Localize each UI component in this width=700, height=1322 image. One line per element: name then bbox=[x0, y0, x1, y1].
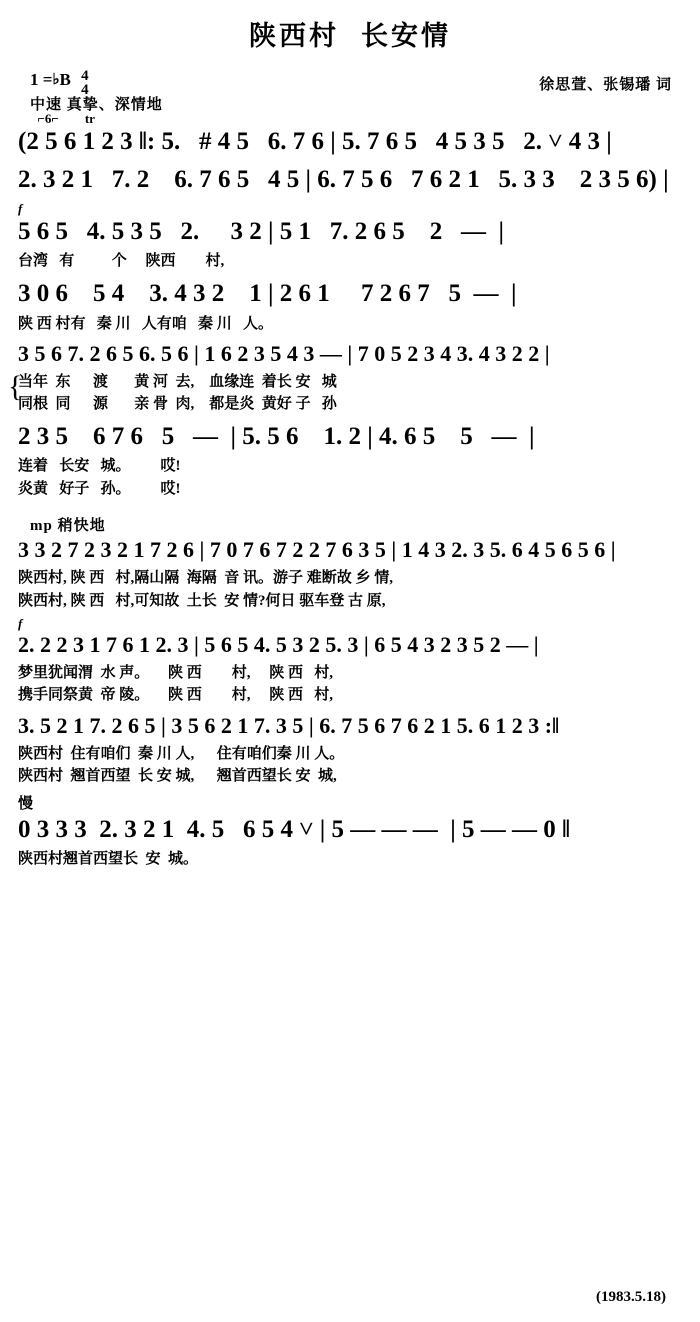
composition-date: (1983.5.18) bbox=[596, 1289, 666, 1305]
lyric-pair bbox=[8, 369, 682, 416]
system-verse-1 bbox=[18, 197, 682, 273]
page-title bbox=[0, 0, 700, 53]
notation-row: 3 5 6 7. 2 6 5 6. 5 6 | 1 6 2 3 5 4 3 — | 7 0 5 2 3 4 3. 4 3 2 2 | bbox=[18, 341, 550, 366]
notation-row: 2. 2 2 3 1 7 6 1 2. 3 | 5 6 5 4. 5 3 2 5. 3 | 6 5 4 3 2 3 5 2 — | bbox=[18, 632, 539, 658]
score-metadata bbox=[0, 63, 700, 113]
notation-row: 3 3 2 7 2 3 2 1 7 2 6 | 7 0 7 6 7 2 2 7 6 3 5 | 1 4 3 2. 3 5. 6 4 5 6 5 6 | bbox=[18, 537, 616, 563]
time-signature-numerator: 4 bbox=[81, 68, 89, 84]
lyric-row-verse-2: 同根 同 源 亲 骨 肉, 都是炎 黄好 子 孙 bbox=[18, 396, 337, 413]
system-intro-2 bbox=[18, 159, 682, 197]
notation-row: 2 3 5 6 7 6 5 — | 5. 5 6 1. 2 | 4. 6 5 5 — | bbox=[18, 422, 535, 450]
time-signature-denominator: 4 bbox=[81, 82, 89, 99]
dynamic-marking: f bbox=[18, 200, 23, 216]
authors-credit: 徐思萱、张锡璠 词 bbox=[539, 77, 672, 93]
notation-row: 0 3 3 3 2. 3 2 1 4. 5 6 5 4 ˅ | 5 — — — | 5 — — 0 ‖ bbox=[18, 815, 571, 843]
title-part-1: 陕西村 bbox=[249, 21, 339, 51]
lyric-row-verse-1: 连着 长安 城。 哎! bbox=[18, 458, 181, 475]
system-intro-1 bbox=[18, 107, 682, 159]
tempo-marking: 中速 真挚、深情地 bbox=[30, 97, 163, 113]
notation-row: 2. 3 2 1 7. 2 6. 7 6 5 4 5 | 6. 7 5 6 7 6 2 1 5. 3 3 2 3 5 6) | bbox=[18, 165, 669, 193]
notation-row: 3 0 6 5 4 3. 4 3 2 1 | 2 6 1 7 2 6 7 5 — | bbox=[18, 279, 517, 307]
key-signature bbox=[30, 67, 89, 99]
system-verse-2 bbox=[18, 273, 682, 335]
repeat-brace-icon: { bbox=[8, 369, 23, 403]
flat-icon: ♭ bbox=[52, 72, 60, 89]
notation-row: 5 6 5 4. 5 3 5 2. 3 2 | 5 1 7. 2 6 5 2 — | bbox=[18, 217, 505, 245]
lyric-row-verse-1: 梦里犹闻渭 水 声。 陕 西 村, 陕 西 村, bbox=[18, 664, 334, 681]
system-section-b-1 bbox=[18, 500, 682, 612]
system-section-b-2 bbox=[18, 612, 682, 707]
lyric-row-verse-2: 陕西村, 陕 西 村,可知故 土长 安 情?何日 驱车登 古 原, bbox=[18, 592, 386, 609]
dynamic-marking: f bbox=[18, 616, 23, 632]
system-verse-3 bbox=[8, 335, 682, 416]
lyric-row-verse-2: 携手同祭黄 帝 陵。 陕 西 村, 陕 西 村, bbox=[18, 687, 334, 704]
title-part-2: 长安情 bbox=[361, 21, 451, 51]
lyric-row: 陕西村翘首西望长 安 城。 bbox=[18, 851, 199, 868]
key-label: 1 = bbox=[30, 70, 53, 90]
system-section-b-3 bbox=[18, 707, 682, 788]
system-ending bbox=[18, 788, 682, 871]
system-verse-4 bbox=[18, 416, 682, 501]
section-tempo-marking: mp 稍快地 bbox=[30, 518, 106, 535]
lyric-row-verse-1: 当年 东 渡 黄 河 去, 血缘连 着长 安 城 bbox=[18, 373, 337, 390]
lyric-row-verse-2: 陕西村 翘首西望 长 安 城, 翘首西望长 安 城, bbox=[18, 768, 337, 784]
lyric-row: 陕 西 村有 秦 川 人有咱 秦 川 人。 bbox=[18, 315, 274, 332]
notation-row: 3. 5 2 1 7. 2 6 5 | 3 5 6 2 1 7. 3 5 | 6. 7 5 6 7 6 2 1 5. 6 1 2 3 :‖ bbox=[18, 712, 560, 738]
ornament-row: ⌐6⌐ tr bbox=[18, 111, 95, 126]
key-name: B bbox=[59, 70, 71, 90]
lyric-row-verse-1: 陕西村, 陕 西 村,隔山隔 海隔 音 讯。游子 难断故 乡 情, bbox=[18, 570, 394, 587]
lyric-row-verse-2: 炎黄 好子 孙。 哎! bbox=[18, 480, 181, 497]
lyric-row: 台湾 有 个 陕西 村, bbox=[18, 253, 225, 270]
ending-tempo-marking: 慢 bbox=[18, 795, 35, 812]
notation-row: (2 5 6 1 2 3 ‖: 5. # 4 5 6. 7 6 | 5. 7 6 5 4 5 3 5 2. ˅ 4 3 | bbox=[18, 128, 612, 155]
lyric-row-verse-1: 陕西村 住有咱们 秦 川 人, 住有咱们秦 川 人。 bbox=[18, 745, 345, 762]
